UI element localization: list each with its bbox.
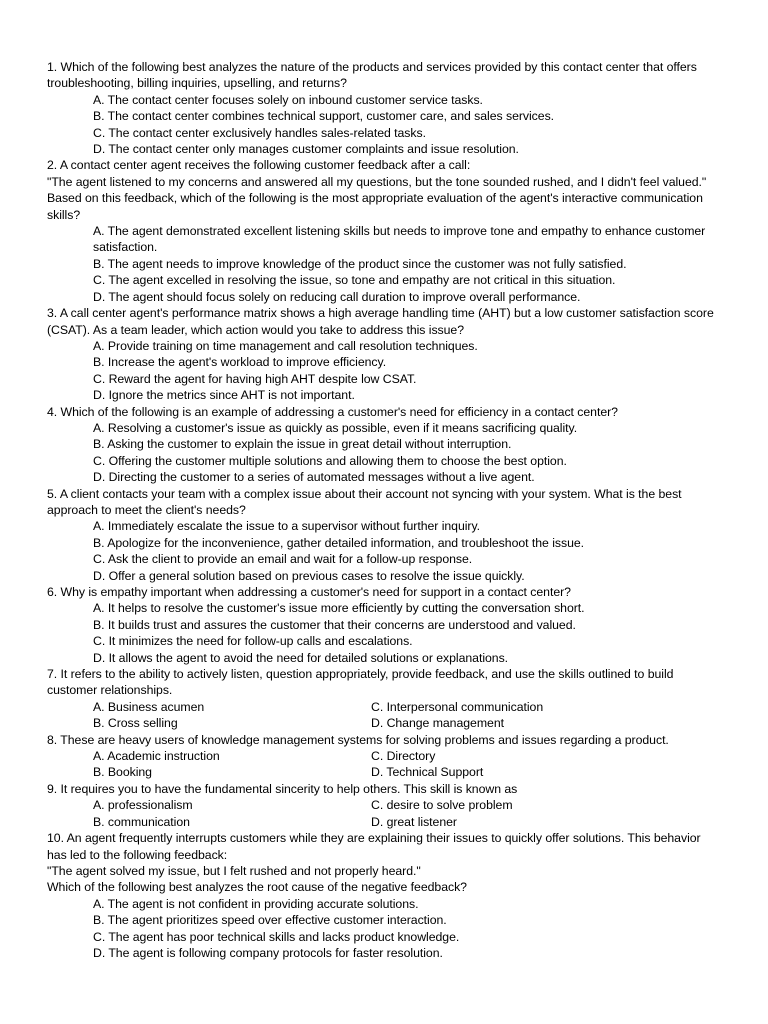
option-c: C. Interpersonal communication [371,699,544,714]
option-a: A. professionalism [93,798,193,813]
option-c: C. Ask the client to provide an email and wait for a follow-up response. [93,552,473,567]
question-stem: 1. Which of the following best analyzes the nature of the products and services provided by this contact center that offers troubleshooting, billing inquiries, upselling, and returns? [47,60,697,91]
option-b: B. The agent needs to improve knowledge of the product since the customer was not fully satisfied. [93,256,627,271]
option-d: D. Ignore the metrics since AHT is not important. [93,388,355,403]
option-a: A. Academic instruction [93,749,220,764]
option-c: C. Offering the customer multiple solutions and allowing them to choose the best option. [93,453,567,468]
question-stem: 5. A client contacts your team with a complex issue about their account not syncing with your system. What is the best approach to meet the client's needs? [47,486,682,517]
question-prompt: Based on this feedback, which of the following is the most appropriate evaluation of the agent's interactive communication skills? [47,191,703,222]
answer-options [47,518,720,584]
question-1 [47,59,720,157]
option-a: A. Immediately escalate the issue to a supervisor without further inquiry. [93,519,481,534]
option-a: A. It helps to resolve the customer's issue more efficiently by cutting the conversation short. [93,601,585,616]
option-b: B. Booking [93,765,152,780]
question-stem: 7. It refers to the ability to actively listen, question appropriately, provide feedback, and use the skills outlined to build customer relationships. [47,667,674,698]
question-7 [47,666,720,732]
option-c: C. The agent excelled in resolving the issue, so tone and empathy are not critical in this situation. [93,273,616,288]
question-stem: 10. An agent frequently interrupts customers while they are explaining their issues to quickly offer solutions. This behavior has led to the following feedback: [47,831,701,862]
option-c: C. desire to solve problem [371,798,513,813]
option-d: D. The agent should focus solely on reducing call duration to improve overall performance. [93,289,581,304]
question-stem: 8. These are heavy users of knowledge management systems for solving problems and issues regarding a product. [47,732,669,747]
option-b: B. The contact center combines technical support, customer care, and sales services. [93,109,555,124]
option-d: D. Technical Support [371,765,484,780]
option-b: B. Cross selling [93,716,178,731]
option-a: A. Provide training on time management and call resolution techniques. [93,338,478,353]
answer-options [47,896,720,962]
option-c: C. It minimizes the need for follow-up calls and escalations. [93,634,413,649]
option-d: D. Directing the customer to a series of automated messages without a live agent. [93,470,535,485]
option-b: B. It builds trust and assures the customer that their concerns are understood and valued. [93,617,576,632]
option-c: C. Reward the agent for having high AHT despite low CSAT. [93,371,417,386]
question-stem: 9. It requires you to have the fundamental sincerity to help others. This skill is known as [47,781,518,796]
option-b: B. communication [93,814,190,829]
question-6 [47,584,720,666]
customer-feedback-quote: "The agent solved my issue, but I felt rushed and not properly heard." [47,863,421,878]
option-b: B. Asking the customer to explain the issue in great detail without interruption. [93,437,512,452]
answer-options [47,223,720,305]
option-d: D. great listener [371,814,457,829]
option-a: A. The agent is not confident in providing accurate solutions. [93,896,419,911]
question-2 [47,157,720,305]
option-a: A. Resolving a customer's issue as quickly as possible, even if it means sacrificing quality. [93,420,578,435]
answer-options [47,420,720,486]
option-a: A. The agent demonstrated excellent listening skills but needs to improve tone and empathy to enhance customer satisfaction. [93,224,706,255]
question-9 [47,781,720,830]
question-stem: 4. Which of the following is an example of addressing a customer's need for efficiency in a contact center? [47,404,618,419]
question-stem: 6. Why is empathy important when addressing a customer's need for support in a contact center? [47,585,571,599]
option-c: C. Directory [371,749,436,764]
question-prompt: Which of the following best analyzes the root cause of the negative feedback? [47,880,467,895]
question-8 [47,732,720,781]
option-d: D. It allows the agent to avoid the need for detailed solutions or explanations. [93,650,509,665]
question-5 [47,486,720,584]
question-10 [47,830,720,961]
question-3 [47,305,720,403]
option-d: D. Offer a general solution based on previous cases to resolve the issue quickly. [93,568,525,583]
answer-options-grid [47,797,720,830]
option-a: A. The contact center focuses solely on inbound customer service tasks. [93,92,483,107]
question-stem: 2. A contact center agent receives the following customer feedback after a call: [47,158,471,173]
option-d: D. The agent is following company protocols for faster resolution. [93,945,443,960]
answer-options [47,338,720,404]
option-d: D. The contact center only manages customer complaints and issue resolution. [93,142,519,157]
customer-feedback-quote: "The agent listened to my concerns and answered all my questions, but the tone sounded rushed, and I didn't feel valued." [47,174,707,189]
option-c: C. The contact center exclusively handles sales-related tasks. [93,125,426,140]
answer-options-grid [47,699,720,732]
option-c: C. The agent has poor technical skills and lacks product knowledge. [93,929,460,944]
option-b: B. Increase the agent's workload to improve efficiency. [93,355,387,370]
option-b: B. The agent prioritizes speed over effective customer interaction. [93,913,447,928]
question-4 [47,404,720,486]
question-stem: 3. A call center agent's performance matrix shows a high average handling time (AHT) but a low customer satisfaction score (CSAT). As a team leader, which action would you take to address this issue? [47,306,714,337]
option-d: D. Change management [371,716,504,731]
option-a: A. Business acumen [93,699,205,714]
option-b: B. Apologize for the inconvenience, gather detailed information, and troubleshoot the issue. [93,535,585,550]
answer-options-grid [47,748,720,781]
answer-options [47,600,720,666]
answer-options [47,92,720,158]
